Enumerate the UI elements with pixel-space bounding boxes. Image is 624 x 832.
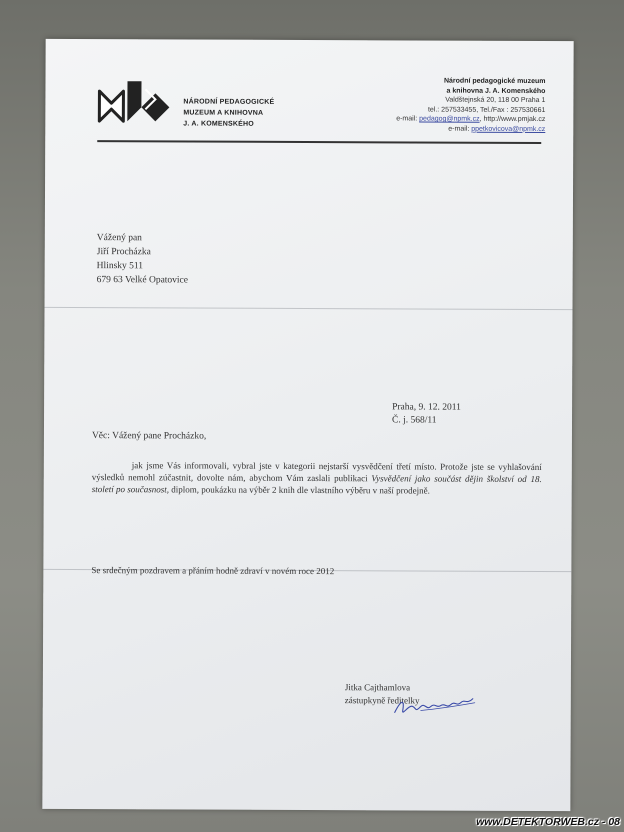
recipient-city: 679 63 Velké Opatovice <box>96 275 189 286</box>
museum-logo <box>97 79 177 131</box>
signatory-role: zástupkyně ředitelky <box>344 695 420 706</box>
email-label: e-mail: <box>448 125 470 133</box>
email-link[interactable]: pedagog@npmk.cz <box>419 115 480 123</box>
paper-fold-line <box>45 307 573 310</box>
contact-title: a knihovna J. A. Komenského <box>446 87 546 95</box>
contact-title: Národní pedagogické muzeum <box>443 77 546 86</box>
reference-number: Č. j. 568/11 <box>391 415 437 426</box>
body-text-1: jak jsme Vás informovali, vybral jste v kategorii nejstarší vysvědčení třetí místo. Protože jste se vyhlašování výsledků nemohl zúčastnit, dovolte nám, abychom Vám zaslali publikaci <box>91 460 542 484</box>
org-name-line: MUZEUM A KNIHOVNA <box>183 109 264 117</box>
watermark-text: www.DETEKTORWEB.cz - 08 <box>476 816 620 828</box>
handwritten-signature <box>391 690 481 720</box>
org-name <box>183 96 274 129</box>
letter-closing: Se srdečným pozdravem a přáním hodně zdraví v novém roce 2012 <box>91 565 335 577</box>
recipient-street: Hlinsky 511 <box>96 261 144 272</box>
org-name-line: J. A. KOMENSKÉHO <box>183 120 254 128</box>
letter-subject: Věc: Vážený pane Procházko, <box>91 431 207 442</box>
contact-block <box>345 76 545 134</box>
contact-email-row <box>345 124 545 134</box>
web-link[interactable]: , http://www.pmjak.cz <box>479 115 546 124</box>
letter-paper <box>42 39 573 811</box>
email-link[interactable]: ppetkovicova@npmk.cz <box>471 125 546 133</box>
letter-body <box>92 459 542 497</box>
email-label: e-mail: <box>396 115 418 123</box>
header-rule <box>97 140 541 144</box>
recipient-address <box>97 231 189 287</box>
contact-tel: tel.: 257533455, Tel./Fax : 257530661 <box>427 106 546 114</box>
org-name-line: NÁRODNÍ PEDAGOGICKÉ <box>183 98 275 106</box>
place-date-block <box>392 401 461 427</box>
contact-address: Valdštejnská 20, 118 00 Praha 1 <box>445 96 546 105</box>
place-date: Praha, 9. 12. 2011 <box>392 402 461 413</box>
recipient-salutation: Vážený pan <box>96 233 142 244</box>
publication-title: Vysvědčení jako součást dějin školství od 18. století po současnost, <box>91 473 542 495</box>
signatory-name: Jitka Cajthamlova <box>344 682 411 693</box>
body-text-2: diplom, poukázku na výběr 2 knih dle vlastního výběru v naší prodejně. <box>168 484 430 496</box>
recipient-name: Jiří Procházka <box>96 247 151 258</box>
